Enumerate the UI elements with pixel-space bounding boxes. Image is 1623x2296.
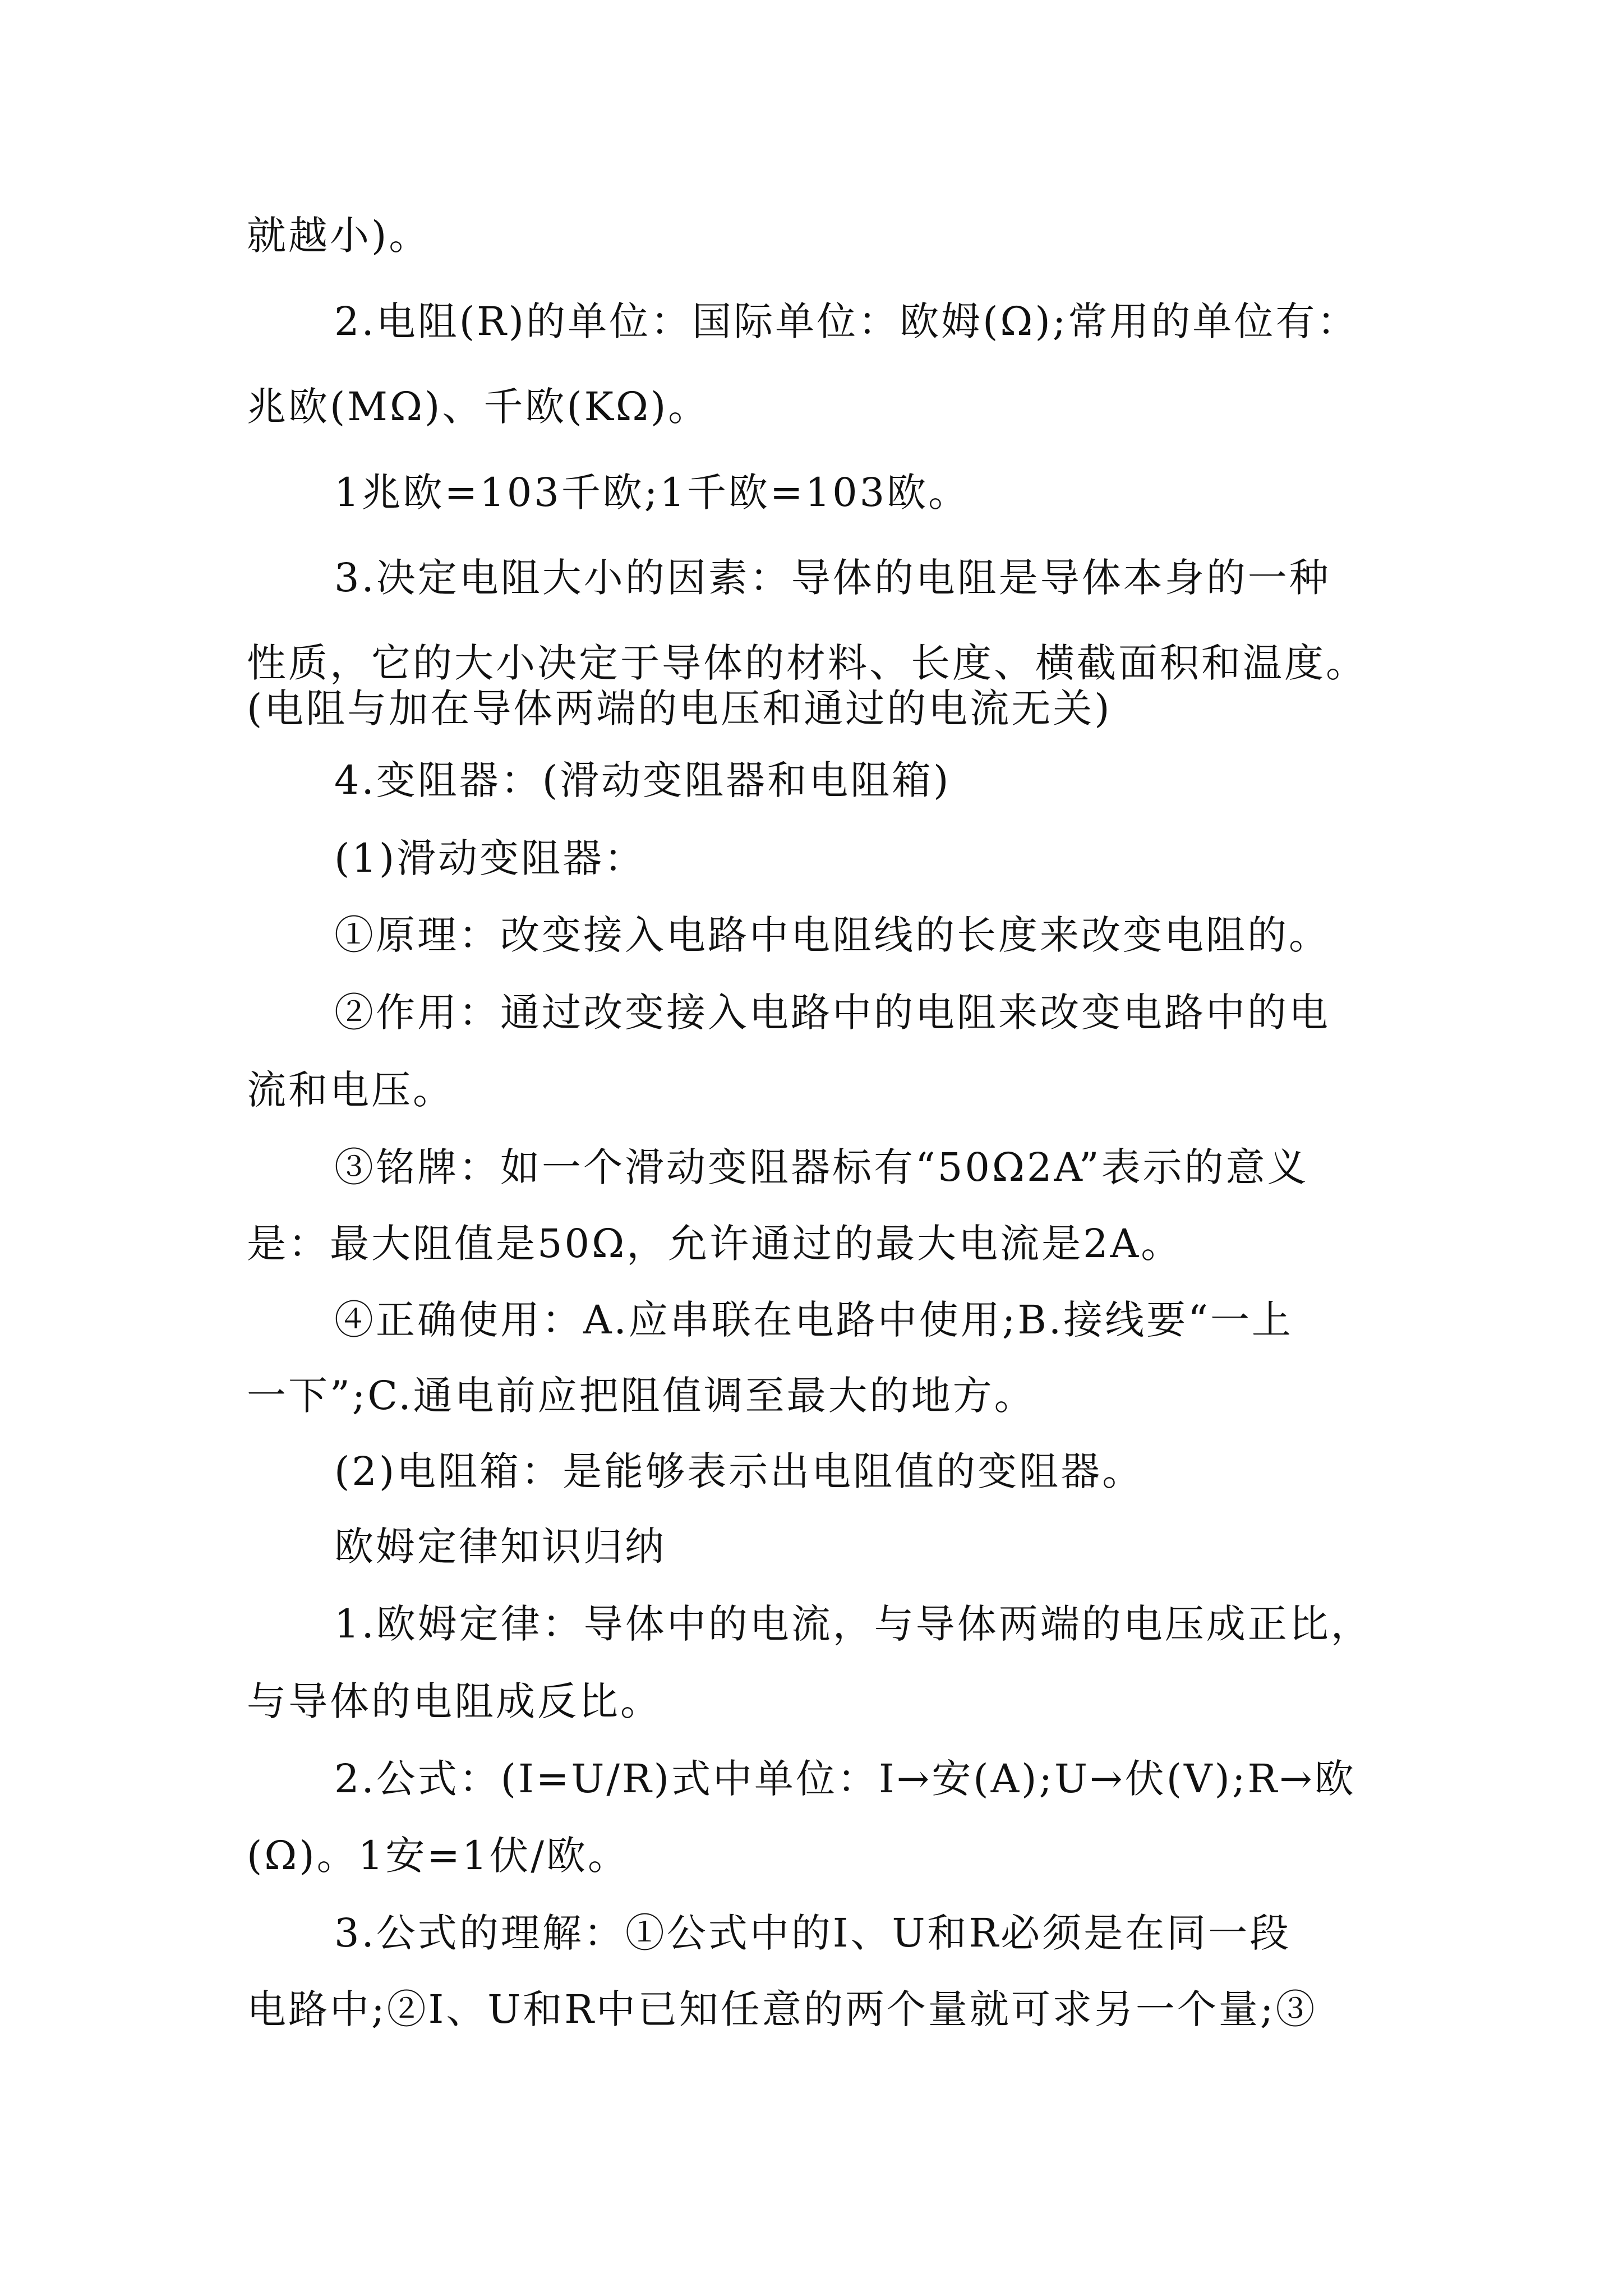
text-line: (1)滑动变阻器： <box>334 835 646 881</box>
text-line: 流和电压。 <box>247 1067 454 1113</box>
text-line: (2)电阻箱：是能够表示出电阻值的变阻器。 <box>334 1448 1144 1494</box>
text-line: 3.公式的理解：①公式中的I、U和R必须是在同一段 <box>334 1910 1292 1956</box>
text-line: 3.决定电阻大小的因素：导体的电阻是导体本身的一种 <box>334 555 1331 601</box>
text-line: 就越小)。 <box>247 213 431 259</box>
text-line: ②作用：通过改变接入电路中的电阻来改变电路中的电 <box>334 990 1330 1036</box>
text-line: 兆欧(MΩ)、千欧(KΩ)。 <box>247 384 710 430</box>
text-line: 是：最大阻值是50Ω，允许通过的最大电流是2A。 <box>247 1221 1183 1267</box>
text-line: ①原理：改变接入电路中电阻线的长度来改变电阻的。 <box>334 912 1330 958</box>
text-line: 1兆欧=103千欧;1千欧=103欧。 <box>334 470 970 516</box>
text-line: ④正确使用：A.应串联在电路中使用;B.接线要“一上 <box>334 1297 1293 1343</box>
text-line: 4.变阻器：(滑动变阻器和电阻箱) <box>334 757 951 803</box>
text-line: ③铭牌：如一个滑动变阻器标有“50Ω2A”表示的意义 <box>334 1144 1309 1190</box>
text-line: 性质，它的大小决定于导体的材料、长度、横截面积和温度。 <box>247 640 1367 686</box>
text-line: 与导体的电阻成反比。 <box>247 1678 662 1724</box>
text-line: 欧姆定律知识归纳 <box>334 1524 666 1570</box>
text-line: 2.公式：(I=U/R)式中单位：I→安(A);U→伏(V);R→欧 <box>334 1756 1356 1802</box>
text-line: 电路中;②I、U和R中已知任意的两个量就可求另一个量;③ <box>247 1986 1317 2032</box>
text-line: 2.电阻(R)的单位：国际单位：欧姆(Ω);常用的单位有： <box>334 298 1359 344</box>
text-line: (Ω)。1安=1伏/欧。 <box>247 1833 629 1879</box>
text-line: 1.欧姆定律：导体中的电流，与导体两端的电压成正比， <box>334 1601 1372 1647</box>
text-line: 一下”;C.通电前应把阻值调至最大的地方。 <box>247 1373 1036 1419</box>
text-line: (电阻与加在导体两端的电压和通过的电流无关) <box>247 685 1112 731</box>
